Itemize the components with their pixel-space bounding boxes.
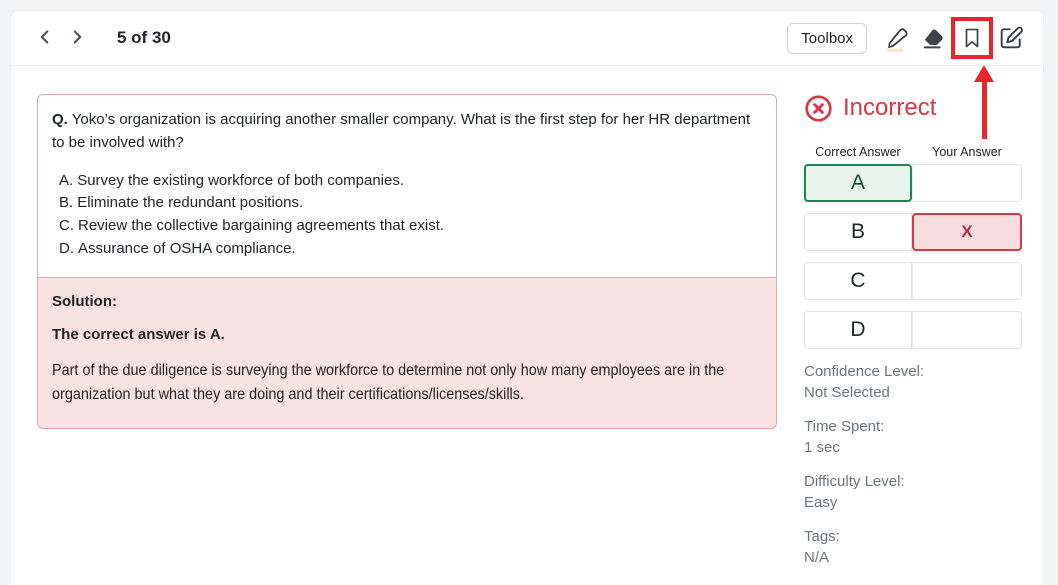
solution-box: [37, 277, 777, 429]
your-answer-cell-a: [912, 164, 1022, 202]
arrow-head: [974, 65, 994, 82]
option-a: A. Survey the existing workforce of both companies.: [59, 171, 405, 189]
your-answer-cell-b: X: [912, 213, 1022, 251]
status-text: Incorrect: [843, 94, 937, 121]
question-nav: [31, 24, 171, 52]
detail-value: N/A: [804, 549, 830, 566]
toolbar-tools: [787, 17, 1025, 59]
answer-row-d: [804, 311, 1022, 349]
main-card: [10, 10, 1044, 585]
annotation-arrow-up: [973, 65, 995, 139]
correct-answer-cell-c: C: [804, 262, 912, 300]
answer-table-headers: [804, 145, 1022, 159]
difficulty-level: [804, 471, 1022, 513]
question-text: [52, 108, 760, 155]
question-body: Yoko’s organization is acquiring another smaller company. What is the first step for her HR department to be involved with?: [52, 111, 751, 152]
correct-answer-header: Correct Answer: [815, 145, 901, 159]
highlighter-icon[interactable]: [885, 24, 913, 52]
correct-answer-cell-b: B: [804, 213, 912, 251]
bookmark-annotation-box: [951, 17, 993, 59]
topbar: [11, 11, 1043, 66]
question-pager: 5 of 30: [117, 28, 171, 47]
chevron-left-icon: [34, 26, 56, 51]
option-b: B. Eliminate the redundant positions.: [59, 194, 304, 212]
time-spent: [804, 416, 1022, 458]
answer-row-a: [804, 164, 1022, 202]
your-answer-cell-d: [912, 311, 1022, 349]
answer-table: [804, 164, 1022, 349]
solution-heading: Solution:: [52, 292, 117, 310]
next-question-button[interactable]: [63, 24, 91, 52]
solution-correct-line: The correct answer is A.: [52, 325, 225, 343]
arrow-shaft: [982, 82, 987, 139]
question-prefix: Q.: [52, 111, 68, 128]
chevron-right-icon: [66, 26, 88, 51]
detail-value: Easy: [804, 494, 838, 511]
detail-label: Confidence Level:: [804, 363, 925, 380]
tags: [804, 526, 1022, 568]
detail-label: Difficulty Level:: [804, 473, 905, 490]
correct-answer-cell-d: D: [804, 311, 912, 349]
question-box: [37, 94, 777, 278]
answer-options: [52, 170, 760, 261]
detail-label: Tags:: [804, 528, 840, 545]
question-details: [804, 361, 1022, 568]
confidence-level: [804, 361, 1022, 403]
eraser-icon[interactable]: [920, 24, 948, 52]
answer-row-b: [804, 213, 1022, 251]
edit-icon[interactable]: [997, 24, 1025, 52]
correct-answer-cell-a: A: [804, 164, 912, 202]
question-area: [37, 94, 777, 429]
detail-value: Not Selected: [804, 384, 890, 401]
your-answer-cell-c: [912, 262, 1022, 300]
prev-question-button[interactable]: [31, 24, 59, 52]
option-c: C. Review the collective bargaining agreements that exist.: [59, 217, 445, 235]
solution-explanation: Part of the due diligence is surveying the workforce to determine not only how many employees are in the organization but what they are doing and their certifications/licenses/skills.: [52, 361, 725, 404]
detail-label: Time Spent:: [804, 418, 885, 435]
bookmark-icon[interactable]: [960, 26, 984, 50]
answer-row-c: [804, 262, 1022, 300]
toolbox-button[interactable]: Toolbox: [787, 23, 867, 54]
result-panel: [804, 93, 1022, 568]
your-answer-header: Your Answer: [932, 145, 1002, 159]
circle-x-icon: [804, 94, 833, 123]
option-d: D. Assurance of OSHA compliance.: [59, 239, 296, 257]
detail-value: 1 sec: [804, 439, 840, 456]
